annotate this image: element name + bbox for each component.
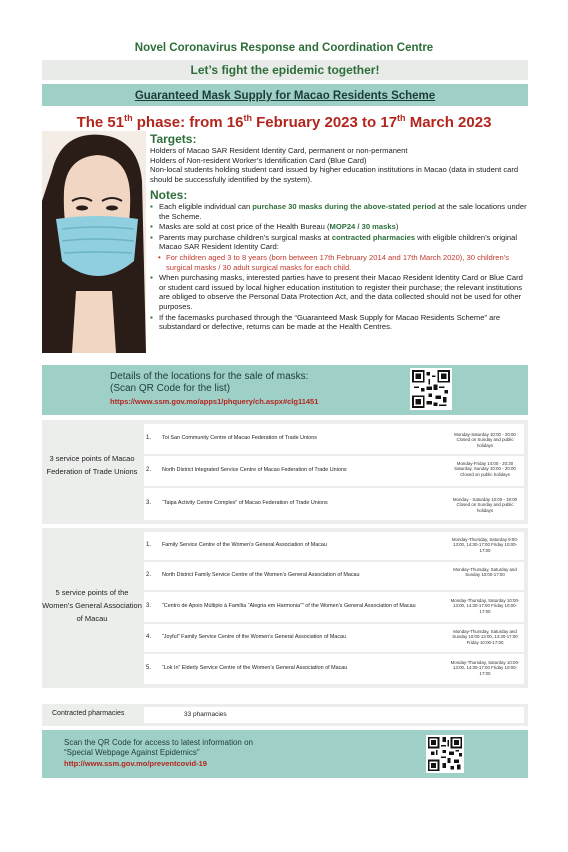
table-row (144, 532, 524, 560)
table-row (144, 456, 524, 486)
row-number: 1. (146, 542, 152, 548)
row-number: 2. (146, 467, 152, 473)
target-line: Holders of Non-resident Worker’s Identification Card (Blue Card) (150, 155, 367, 165)
group-rows (144, 532, 524, 684)
table-row (144, 562, 524, 590)
locations-banner (42, 365, 528, 415)
note-item (150, 202, 530, 221)
phase-suffix: March 2023 (405, 114, 492, 131)
note-text: with eligible children’s original Macao SAR Resident Identity Card: (159, 232, 518, 252)
table-row (144, 488, 524, 520)
opening-hours: Monday-Friday 14:00 - 20:30 Saturday, Sunday 10:00 - 20:00 Closed on public holidays (454, 461, 516, 477)
table-row (144, 624, 524, 652)
locations-url[interactable]: https://www.ssm.gov.mo/apps1/phquery/ch.aspx#clg11451 (110, 397, 319, 406)
table-row (144, 592, 524, 622)
notes-list (150, 202, 530, 332)
phase-sup: th (124, 113, 133, 123)
womens-association-group (42, 528, 528, 688)
group-rows (144, 424, 524, 520)
targets-section (150, 132, 530, 184)
location-name: North District Family Service Centre of the Women’s General Association of Macau (162, 572, 360, 578)
locations-title-block (110, 371, 308, 395)
scheme-title: Guaranteed Mask Supply for Macao Residents Scheme (134, 90, 436, 102)
note-item: ▪ When purchasing masks, interested parties have to present their Macao Resident Identity Card or Blue Card or student card issued by local higher education institution to register their purchase; the relevant institutions are obliged to observe the Personal Data Protection Act, and the data collected should not be used for other purposes. (150, 273, 530, 311)
federation-trade-unions-group (42, 420, 528, 524)
note-text: Parents may purchase children’s surgical masks at (159, 232, 332, 242)
group-label: 5 service points of the Women’s General Association of Macau (42, 588, 142, 623)
group-label: 3 service points of Macao Federation of Trade Unions (46, 454, 138, 476)
special-webpage-text (64, 738, 253, 758)
special-webpage-url[interactable]: http://www.ssm.gov.mo/preventcovid-19 (64, 759, 207, 768)
phase-sup: th (243, 113, 252, 123)
note-item (150, 233, 530, 252)
notes-heading: Notes: (150, 188, 188, 202)
note-subitem: • For children aged 3 to 8 years (born between 17th February 2014 and 17th March 2020), 30 children’s surgical masks / 30 adult surgical masks for each child. (150, 253, 530, 272)
opening-hours: Monday - Saturday 10:00 - 19:00 Closed on Sunday and public holidays (452, 497, 518, 513)
locations-title: Details of the locations for the sale of masks: (110, 371, 309, 382)
masked-woman-illustration (42, 131, 146, 353)
row-number: 5. (146, 665, 152, 671)
row-number: 1. (146, 435, 152, 441)
phase-prefix: The 51 (76, 114, 125, 131)
note-text: Each eligible individual can (159, 202, 253, 211)
location-name: “Lok In” Elderly Service Centre of the Women’s General Association of Macau (162, 665, 348, 671)
notes-section (150, 188, 530, 333)
special-webpage-banner (42, 730, 528, 778)
pharmacies-value: 33 pharmacies (144, 707, 524, 723)
location-name: “Centro de Apoio Múltiplo à Família “Alegria em Harmonia”” of the Women’s General Association of Macau (162, 603, 416, 609)
note-text: ) (395, 222, 399, 232)
note-emphasis: MOP24 / 30 masks (329, 222, 396, 232)
row-number: 3. (146, 603, 152, 609)
contracted-pharmacies-row (42, 704, 528, 726)
slogan-text: Let’s fight the epidemic together! (190, 63, 380, 77)
phase-mid: phase: from 16 (132, 114, 244, 131)
scheme-banner (42, 84, 528, 106)
special-webpage-line: Scan the QR Code for access to latest information on (64, 738, 253, 747)
opening-hours: Monday-Thursday, Saturday 10:00-13:00, 14:30-17:00 Friday 10:00-17:00 (450, 660, 520, 676)
qr-code-graphic (412, 370, 450, 408)
masked-woman-photo (42, 131, 146, 353)
phase-sup: th (397, 113, 406, 123)
note-text: Masks are sold at cost price of the Health Bureau ( (159, 222, 330, 232)
location-name: North District Integrated Service Centre of Macao Federation of Trade Unions (162, 467, 347, 473)
row-number: 4. (146, 634, 152, 640)
qr-code-icon[interactable] (426, 735, 464, 773)
location-name: Toi San Community Centre of Macao Federation of Trade Unions (162, 435, 317, 441)
note-emphasis: contracted pharmacies (331, 232, 416, 242)
opening-hours: Monday-Saturday 10:00 - 20:00 Closed on Sunday and public holidays (454, 432, 516, 448)
opening-hours: Monday-Thursday, Saturday and Sunday 10:00-13:00, 14:30-17:00 Friday 10:00-17:00 (452, 629, 518, 645)
slogan-banner (42, 60, 528, 80)
opening-hours: Monday-Thursday, Saturday 10:00-13:00, 14:30-17:00 Friday 10:00-17:00 (450, 598, 520, 614)
table-row (144, 424, 524, 454)
phase-heading (0, 113, 568, 131)
location-name: “Joyful” Family Service Centre of the Women’s General Association of Macau (162, 634, 347, 640)
org-name: Novel Coronavirus Response and Coordination Centre (134, 42, 434, 54)
note-item (150, 222, 530, 232)
row-number: 2. (146, 572, 152, 578)
table-row (144, 654, 524, 684)
targets-heading: Targets: (150, 132, 197, 146)
target-line: Non-local students holding student card issued by higher education institutions in Macao (data in student card should be successfully identified by the system). (150, 165, 519, 184)
opening-hours: Monday-Thursday, Saturday 9:00-13:00, 14:30-17:00 Friday 10:00-17:00 (451, 537, 519, 553)
qr-code-icon[interactable] (410, 368, 452, 410)
pharmacies-label: Contracted pharmacies (52, 710, 125, 717)
location-name: “Taipa Activity Centre Complex” of Macao Federation of Trade Unions (162, 500, 328, 506)
target-line: Holders of Macao SAR Resident Identity Card, permanent or non-permanent (150, 146, 408, 155)
note-item: ▪ If the facemasks purchased through the “Guaranteed Mask Supply for Macao Residents Scheme” are substandard or defective, returns can be made at the Health Centres. (150, 313, 530, 332)
location-name: Family Service Centre of the Women’s General Association of Macau (162, 542, 327, 548)
note-emphasis: purchase 30 masks during the above-stated period (252, 202, 436, 211)
row-number: 3. (146, 500, 152, 506)
locations-scan-hint: (Scan QR Code for the list) (110, 383, 231, 394)
phase-mid: February 2023 to 17 (251, 114, 398, 131)
special-webpage-line: “Special Webpage Against Epidemics” (64, 748, 200, 757)
opening-hours: Monday-Thursday, Saturday and Sunday 10:00-17:00 (453, 567, 517, 578)
qr-code-graphic (428, 737, 462, 771)
note-text: at the sale locations under the Scheme. (159, 202, 527, 221)
